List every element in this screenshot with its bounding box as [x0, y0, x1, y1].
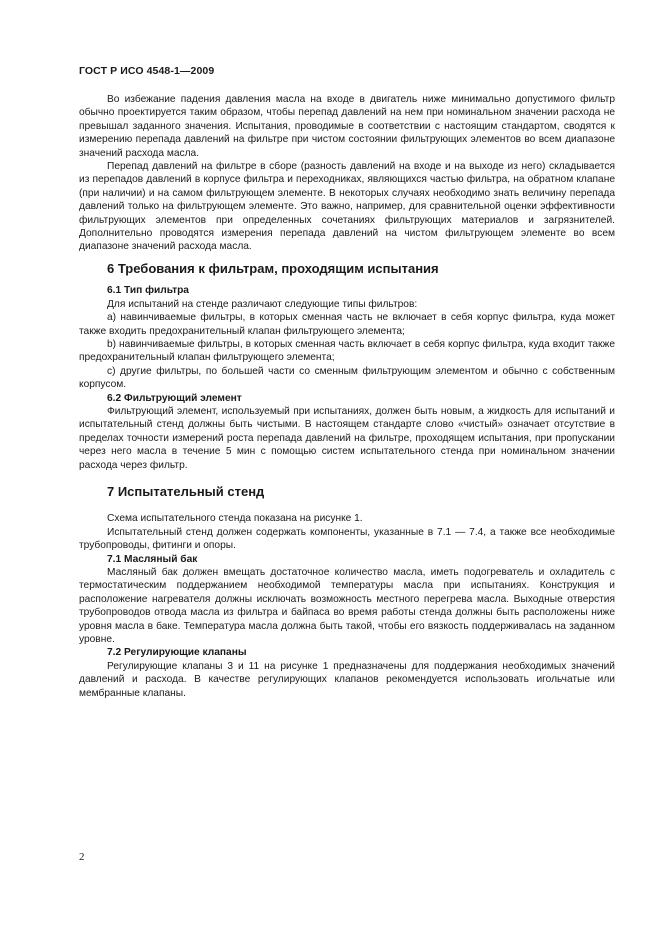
subsection-7-2-text: Регулирующие клапаны 3 и 11 на рисунке 1 предназначены для поддержания необходимых значений давлений и расхода. В качестве регулирующих клапанов рекомендуется использовать игольчатые или мембранные клапаны.	[79, 660, 615, 699]
list-item-c: c) другие фильтры, по большей части со сменным фильтрующим элементом и обычно с собственным корпусом.	[79, 365, 615, 391]
subsection-7-1-title: 7.1 Масляный бак	[107, 553, 198, 565]
subsection-6-2-title: 6.2 Фильтрующий элемент	[107, 392, 242, 404]
list-item-b: b) навинчиваемые фильтры, в которых сменная часть включает в себя корпус фильтра, куда входит также предохранительный клапан фильтрующего элемента;	[79, 338, 615, 364]
subsection-7-1-text: Масляный бак должен вмещать достаточное количество масла, иметь подогреватель и охладитель с термостатическим поддержанием необходимой температуры масла при испытаниях. Конструкция и расположение нагревателя должны исключать возможность местного перегрева масла. Выходные отверстия трубопроводов отвода масла из фильтра и байпаса во время работы стенда должны быть расположены ниже уровня масла в баке. Температура масла должна быть такой, чтобы его вязкость поддерживалась на заданном уровне.	[79, 567, 615, 646]
section-7-paragraph-2: Испытательный стенд должен содержать компоненты, указанные в 7.1 — 7.4, а также все необходимые трубопроводы, фитинги и опоры.	[79, 526, 615, 552]
section-6-heading: 6 Требования к фильтрам, проходящим испытания	[107, 260, 439, 276]
list-item-a: a) навинчиваемые фильтры, в которых сменная часть не включает в себя корпус фильтра, куда может также входить предохранительный клапан фильтрующего элемента;	[79, 312, 615, 337]
subsection-6-2-text: Фильтрующий элемент, используемый при испытаниях, должен быть новым, а жидкость для испытаний и испытательный стенд должны быть чистыми. В настоящем стандарте слово «чистый» означает отсутствие в пределах точности измерений роста перепада давлений на фильтре, проходящем испытания, при пропускании через него масла в течение 5 мин с помощью систем испытательного стенда при номинальном значении расхода через фильтр.	[79, 405, 615, 471]
subsection-7-2-title: 7.2 Регулирующие клапаны	[107, 647, 247, 659]
intro-paragraph-2: Перепад давлений на фильтре в сборе (разность давлений на входе и на выходе из него) складывается из перепадов давлений в корпусе фильтра и переходниках, являющихся частью фильтра, на обратном клапане (при наличии) и на самом фильтрующем элементе. В некоторых случаях необходимо знать величину перепада давлений только на фильтрующем элементе. Это важно, например, для сравнительной оценки эффективности фильтрующих элементов при определенных сочетаниях фильтрующих материалов и загрязнителей. Дополнительно проводятся измерения перепада давлений на чистом фильтрующем элементе во всем диапазоне значений расхода масла.	[79, 161, 615, 253]
document-header: ГОСТ Р ИСО 4548-1—2009	[79, 65, 215, 77]
section-7-paragraph-1: Схема испытательного стенда показана на рисунке 1.	[107, 513, 363, 525]
page-number: 2	[79, 851, 85, 863]
document-body	[79, 93, 615, 700]
subsection-6-1-intro: Для испытаний на стенде различают следующие типы фильтров:	[107, 298, 418, 310]
section-7-heading: 7 Испытательный стенд	[107, 483, 265, 499]
intro-paragraph-1: Во избежание падения давления масла на входе в двигатель ниже минимально допустимого фильтр обычно проектируется таким образом, чтобы перепад давлений на нем при номинальном значении расхода не превышал заданного значения. Испытания, проводимые в соответствии с настоящим стандартом, сводятся к измерению перепада давлений на фильтре при чистом состоянии фильтрующих элементов во всем диапазоне значений расхода масла.	[79, 94, 615, 159]
subsection-6-1-title: 6.1 Тип фильтра	[107, 285, 189, 297]
